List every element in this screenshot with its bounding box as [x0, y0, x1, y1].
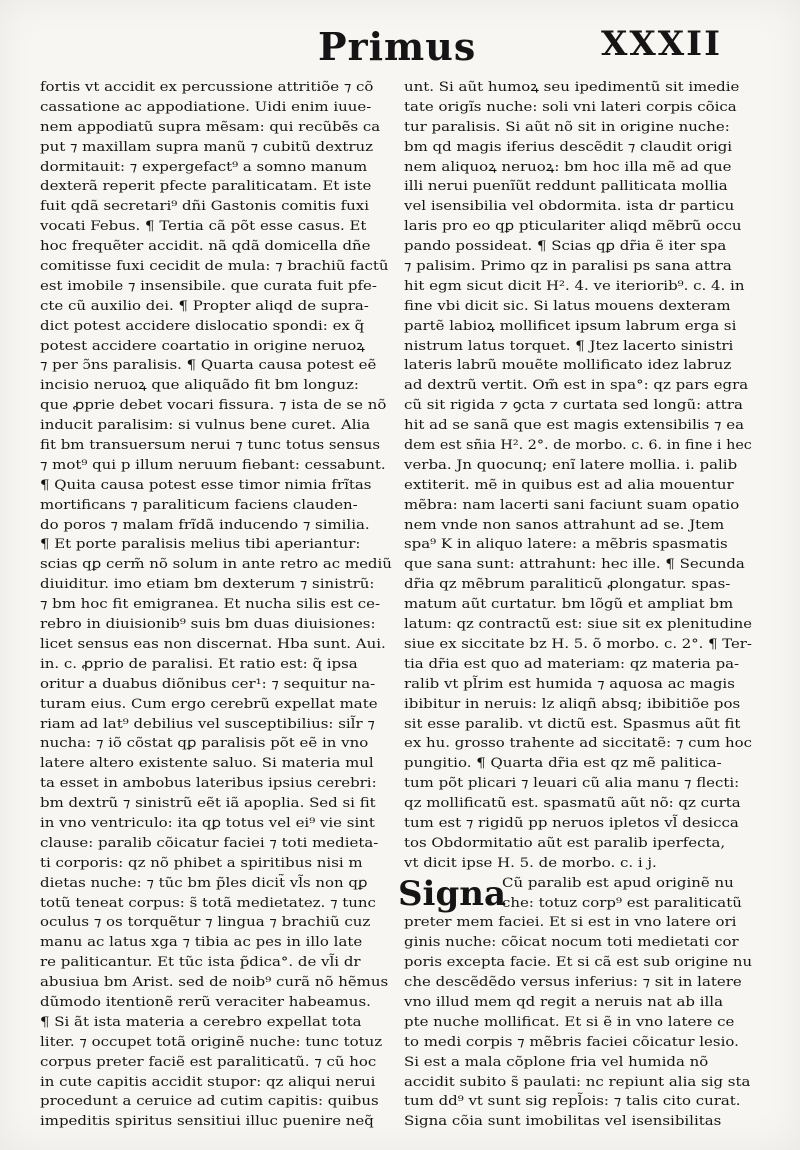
text-line: fuit qdã secretari⁹ dñi Gastonis comitis fuxi: [40, 199, 370, 215]
page-header: [0, 18, 800, 68]
text-line: qz mollificatũ est. spasmatũ aũt nõ: qz curta: [404, 796, 741, 812]
text-line: Cũ paralib est apud originẽ nu: [502, 875, 734, 891]
text-line: vt dicit ipse H. 5. de morbo. c. i j.: [404, 855, 657, 871]
text-line: to medi corpis ⁊ mẽbris faciei cõicatur lesio.: [404, 1034, 739, 1050]
text-line: ⁊ palisim. Primo qz in paralisi ps sana attra: [404, 259, 732, 275]
text-line: fit bm transuersum nerui ⁊ tunc totus sensus: [40, 438, 381, 454]
text-line: fine vbi dicit sic. Si latus mouens dexteram: [404, 298, 731, 314]
text-line: que sana sunt: attrahunt: hec ille. ¶ Secunda: [404, 557, 745, 573]
text-line: ralib vt pl̃rim est humida ⁊ aquosa ac magis: [404, 676, 735, 692]
text-line: dem est sñia H². 2°. de morbo. c. 6. in fine i hec: [404, 438, 752, 454]
text-line: vno illud mem qd regit a neruis nat ab illa: [404, 994, 723, 1010]
text-line: oculus ⁊ os torquẽtur ⁊ lingua ⁊ brachiũ cuz: [40, 915, 371, 931]
text-line: illi nerui puenĩũt reddunt palliticata mollia: [404, 179, 728, 195]
text-line: tate origĩs nuche: soli vni lateri corpis cõica: [404, 99, 737, 115]
text-line: mẽbra: nam lacerti sani faciunt suam opatio: [404, 497, 740, 513]
text-line: vel isensibilia vel obdormita. ista dr particu: [404, 199, 735, 215]
text-line: ¶ Quita causa potest esse timor nimia frĩtas: [40, 477, 372, 493]
text-line: pungitio. ¶ Quarta dr̃ia est qz mẽ palitica-: [404, 756, 722, 772]
text-line: dexterã reperit pfecte paraliticatam. Et iste: [40, 179, 372, 195]
text-line: ¶ Si ãt ista materia a cerebro expellat tota: [40, 1014, 362, 1030]
text-line: comitisse fuxi cecidit de mula: ⁊ brachiũ factũ: [40, 259, 389, 275]
text-line: totũ teneat corpus: s̃ totã medietatez. ⁊ tunc: [40, 895, 376, 911]
text-line: put ⁊ maxillam supra manũ ⁊ cubitũ dextruz: [40, 139, 374, 155]
running-head: Primus: [318, 24, 477, 69]
text-line: tum est ⁊ rigidũ pp neruos ipletos vl̃ desicca: [404, 815, 739, 831]
text-line: unt. Si aũt humoꝝ seu ipedimentũ sit imedie: [404, 80, 740, 95]
text-line: tum dd⁹ vt sunt sig repl̃ois: ⁊ talis cito curat.: [404, 1094, 741, 1110]
text-line: hit ad se sanã que est magis extensibilis ⁊ ea: [404, 418, 745, 434]
text-line: nem vnde non sanos attrahunt ad se. Jtem: [404, 517, 725, 533]
text-line: hit egm sicut dicit H². 4. ve iteriorib⁹. c. 4. in: [404, 278, 745, 294]
text-line: spa⁹ K in aliquo latere: a mẽbris spasmatis: [404, 537, 728, 553]
text-line: impeditis spiritus sensitiui illuc puenire neq̃: [40, 1114, 374, 1130]
text-line: tia dr̃ia est quo ad materiam: qz materia pa-: [404, 656, 740, 672]
signa-section: [398, 873, 753, 1133]
text-line: ¶ Et porte paralisis melius tibi aperiantur:: [40, 537, 361, 553]
text-line: Si est a mala cõplone fria vel humida nõ: [404, 1054, 709, 1070]
text-line: licet sensus eas non discernat. Hba sunt. Aui.: [40, 636, 386, 652]
text-line: turam eius. Cum ergo cerebrũ expellat mate: [40, 696, 378, 712]
text-line: manu ac latus xga ⁊ tibia ac pes in illo late: [40, 935, 363, 951]
text-line: corpus preter faciẽ est paraliticatũ. ⁊ cũ hoc: [40, 1054, 377, 1070]
text-line: bm dextrũ ⁊ sinistrũ eẽt iã apoplia. Sed si fit: [40, 796, 376, 812]
text-line: tos Obdormitatio aũt est paralib iperfecta,: [404, 835, 726, 851]
text-line: matum aũt curtatur. bm lõgũ et ampliat bm: [404, 597, 734, 613]
text-line: ta esset in ambobus lateribus ipsius cerebri:: [40, 776, 377, 792]
text-line: liter. ⁊ occupet totã originẽ nuche: tunc totuz: [40, 1034, 383, 1050]
text-line: incisio neruoꝝ que aliquãdo fit bm longuz:: [40, 378, 359, 394]
text-line: fortis vt accidit ex percussione attritiõe ⁊ cõ: [40, 80, 374, 95]
text-line: dũmodo itentionẽ rerũ veraciter habeamus.: [40, 994, 371, 1010]
text-line: inducit paralisim: si vulnus bene curet. Alia: [40, 418, 371, 434]
folio-number: XXXII: [601, 24, 722, 64]
text-line: ginis nuche: cõicat nocum toti medietati cor: [404, 935, 739, 951]
text-line: rebro in diuisionib⁹ suis bm duas diuisiones:: [40, 617, 376, 633]
text-line: accidit subito s̃ paulati: nc repiunt alia sig sta: [404, 1074, 751, 1090]
text-line: dormitauit: ⁊ expergefact⁹ a somno manum: [40, 159, 368, 175]
left-text-column: [40, 78, 392, 1132]
text-line: nem aliquoꝝ neruoꝝ: bm hoc illa mẽ ad que: [404, 159, 732, 175]
text-line: poris excepta facie. Et si cã est sub origine nu: [404, 955, 753, 971]
text-line: ⁊ bm hoc fit emigranea. Et nucha silis est ce-: [40, 597, 381, 613]
text-line: cũ sit rigida ⁊ ꝯcta ⁊ curtata sed longũ: attra: [404, 398, 743, 414]
text-line: latere altero existente saluo. Si materia mul: [40, 756, 374, 772]
text-line: verba. Jn quocunq; enĩ latere mollia. i. palib: [404, 457, 738, 473]
right-text-column: [398, 78, 753, 1132]
text-line: pte nuche mollificat. Et si ẽ in vno latere ce: [404, 1014, 735, 1030]
text-line: nem appodiatũ supra mẽsam: qui recũbẽs ca: [40, 119, 381, 135]
text-line: latum: qz contractũ est: siue sit ex plenitudine: [404, 617, 753, 633]
text-line: ti corporis: qz nõ phibet a spiritibus nisi m: [40, 855, 363, 871]
text-line: que ꝓprie debet vocari fissura. ⁊ ista de se nõ: [40, 398, 387, 414]
text-line: Signa cõia sunt imobilitas vel isensibilitas: [404, 1114, 722, 1130]
text-line: nistrum latus torquet. ¶ Jtez lacerto sinistri: [404, 338, 734, 354]
text-line: ibibitur in neruis: lz aliqñ absq; ibibitiõe pos: [404, 696, 741, 712]
text-line: scias qꝑ cerm̃ nõ solum in ante retro ac mediũ: [40, 557, 392, 573]
text-line: re paliticantur. Et tũc ista p̃dica°. de vl̃i dr: [40, 955, 361, 971]
text-line: ex hu. grosso trahente ad siccitatẽ: ⁊ cum hoc: [404, 736, 752, 752]
text-line: cassatione ac appodiatione. Uidi enim iuue-: [40, 99, 372, 115]
text-line: lateris labrũ mouẽte mollificato idez labruz: [404, 358, 732, 374]
text-line: cte cũ auxilio dei. ¶ Propter aliqd de supra-: [40, 298, 369, 314]
text-line: diuiditur. imo etiam bm dexterum ⁊ sinistrũ:: [40, 577, 375, 593]
text-line: hoc frequẽter accidit. nã qdã domicella dñe: [40, 239, 371, 255]
text-line: potest accidere coartatio in origine neruoꝝ: [40, 338, 365, 354]
text-line: procedunt a ceruice ad cutim capitis: quibus: [40, 1094, 379, 1110]
text-line: tur paralisis. Si aũt nõ sit in origine nuche:: [404, 119, 730, 135]
text-line: vocati Febus. ¶ Tertia cã põt esse casus. Et: [40, 219, 367, 235]
text-line: bm qd magis iferius descẽdit ⁊ claudit origi: [404, 139, 733, 155]
text-line: preter mem faciei. Et si est in vno latere ori: [404, 915, 737, 931]
text-line: pando possideat. ¶ Scias qꝑ dr̃ia ẽ iter spa: [404, 239, 727, 255]
text-line: che descẽdẽdo versus inferius: ⁊ sit in latere: [404, 975, 742, 991]
text-line: sit esse paralib. vt dictũ est. Spasmus aũt fit: [404, 716, 741, 732]
text-line: dietas nuche: ⁊ tũc bm p̃les dicit̃ vl̃s non qꝑ: [40, 875, 368, 891]
text-line: riam ad lat⁹ debilius vel susceptibilius: sil̃r ⁊: [40, 716, 375, 732]
text-line: laris pro eo qꝑ pticulariter aliqd mẽbrũ occu: [404, 219, 742, 235]
text-line: mortificans ⁊ paraliticum faciens clauden-: [40, 497, 358, 513]
text-line: ad dextrũ vertit. Om̃ est in spa°: qz pars egra: [404, 378, 749, 394]
text-line: siue ex siccitate bz H. 5. õ morbo. c. 2°. ¶ Ter-: [404, 636, 752, 652]
text-line: che: totuz corp⁹ est paraliticatũ: [502, 895, 742, 911]
text-line: extiterit. mẽ in quibus est ad alia mouentur: [404, 477, 734, 493]
text-line: oritur a duabus diõnibus cer¹: ⁊ sequitur na-: [40, 676, 376, 692]
text-line: do poros ⁊ malam frĩdã inducendo ⁊ similia.: [40, 517, 370, 533]
text-line: in. c. ꝓprio de paralisi. Et ratio est: q̃ ipsa: [40, 656, 358, 672]
text-line: ⁊ per ɔ̃ns paralisis. ¶ Quarta causa potest eẽ: [40, 358, 377, 374]
text-line: abusiua bm Arist. sed de noib⁹ curã nõ hẽmus: [40, 975, 389, 991]
text-line: ⁊ mot⁹ qui p illum neruum fiebant: cessabunt.: [40, 457, 386, 473]
text-line: est imobile ⁊ insensibile. que curata fuit pfe-: [40, 278, 377, 294]
text-line: partẽ labioꝝ mollificet ipsum labrum erga si: [404, 318, 737, 334]
text-line: nucha: ⁊ iõ cõstat qꝑ paralisis põt eẽ in vno: [40, 736, 369, 752]
text-line: dr̃ia qz mẽbrum paraliticũ ꝓlongatur. spas-: [404, 577, 731, 593]
right-column-body: [404, 78, 752, 874]
signa-heading: Signa: [398, 873, 506, 914]
text-line: in vno ventriculo: ita qꝑ totus vel ei⁹ vie sint: [40, 815, 375, 831]
text-line: dict potest accidere dislocatio spondi: ex q̃: [40, 318, 365, 334]
text-line: clause: paralib cõicatur faciei ⁊ toti medieta-: [40, 835, 379, 851]
text-line: tum põt plicari ⁊ leuari cũ alia manu ⁊ flecti:: [404, 776, 740, 792]
text-line: in cute capitis accidit stupor: qz aliqui nerui: [40, 1074, 376, 1090]
